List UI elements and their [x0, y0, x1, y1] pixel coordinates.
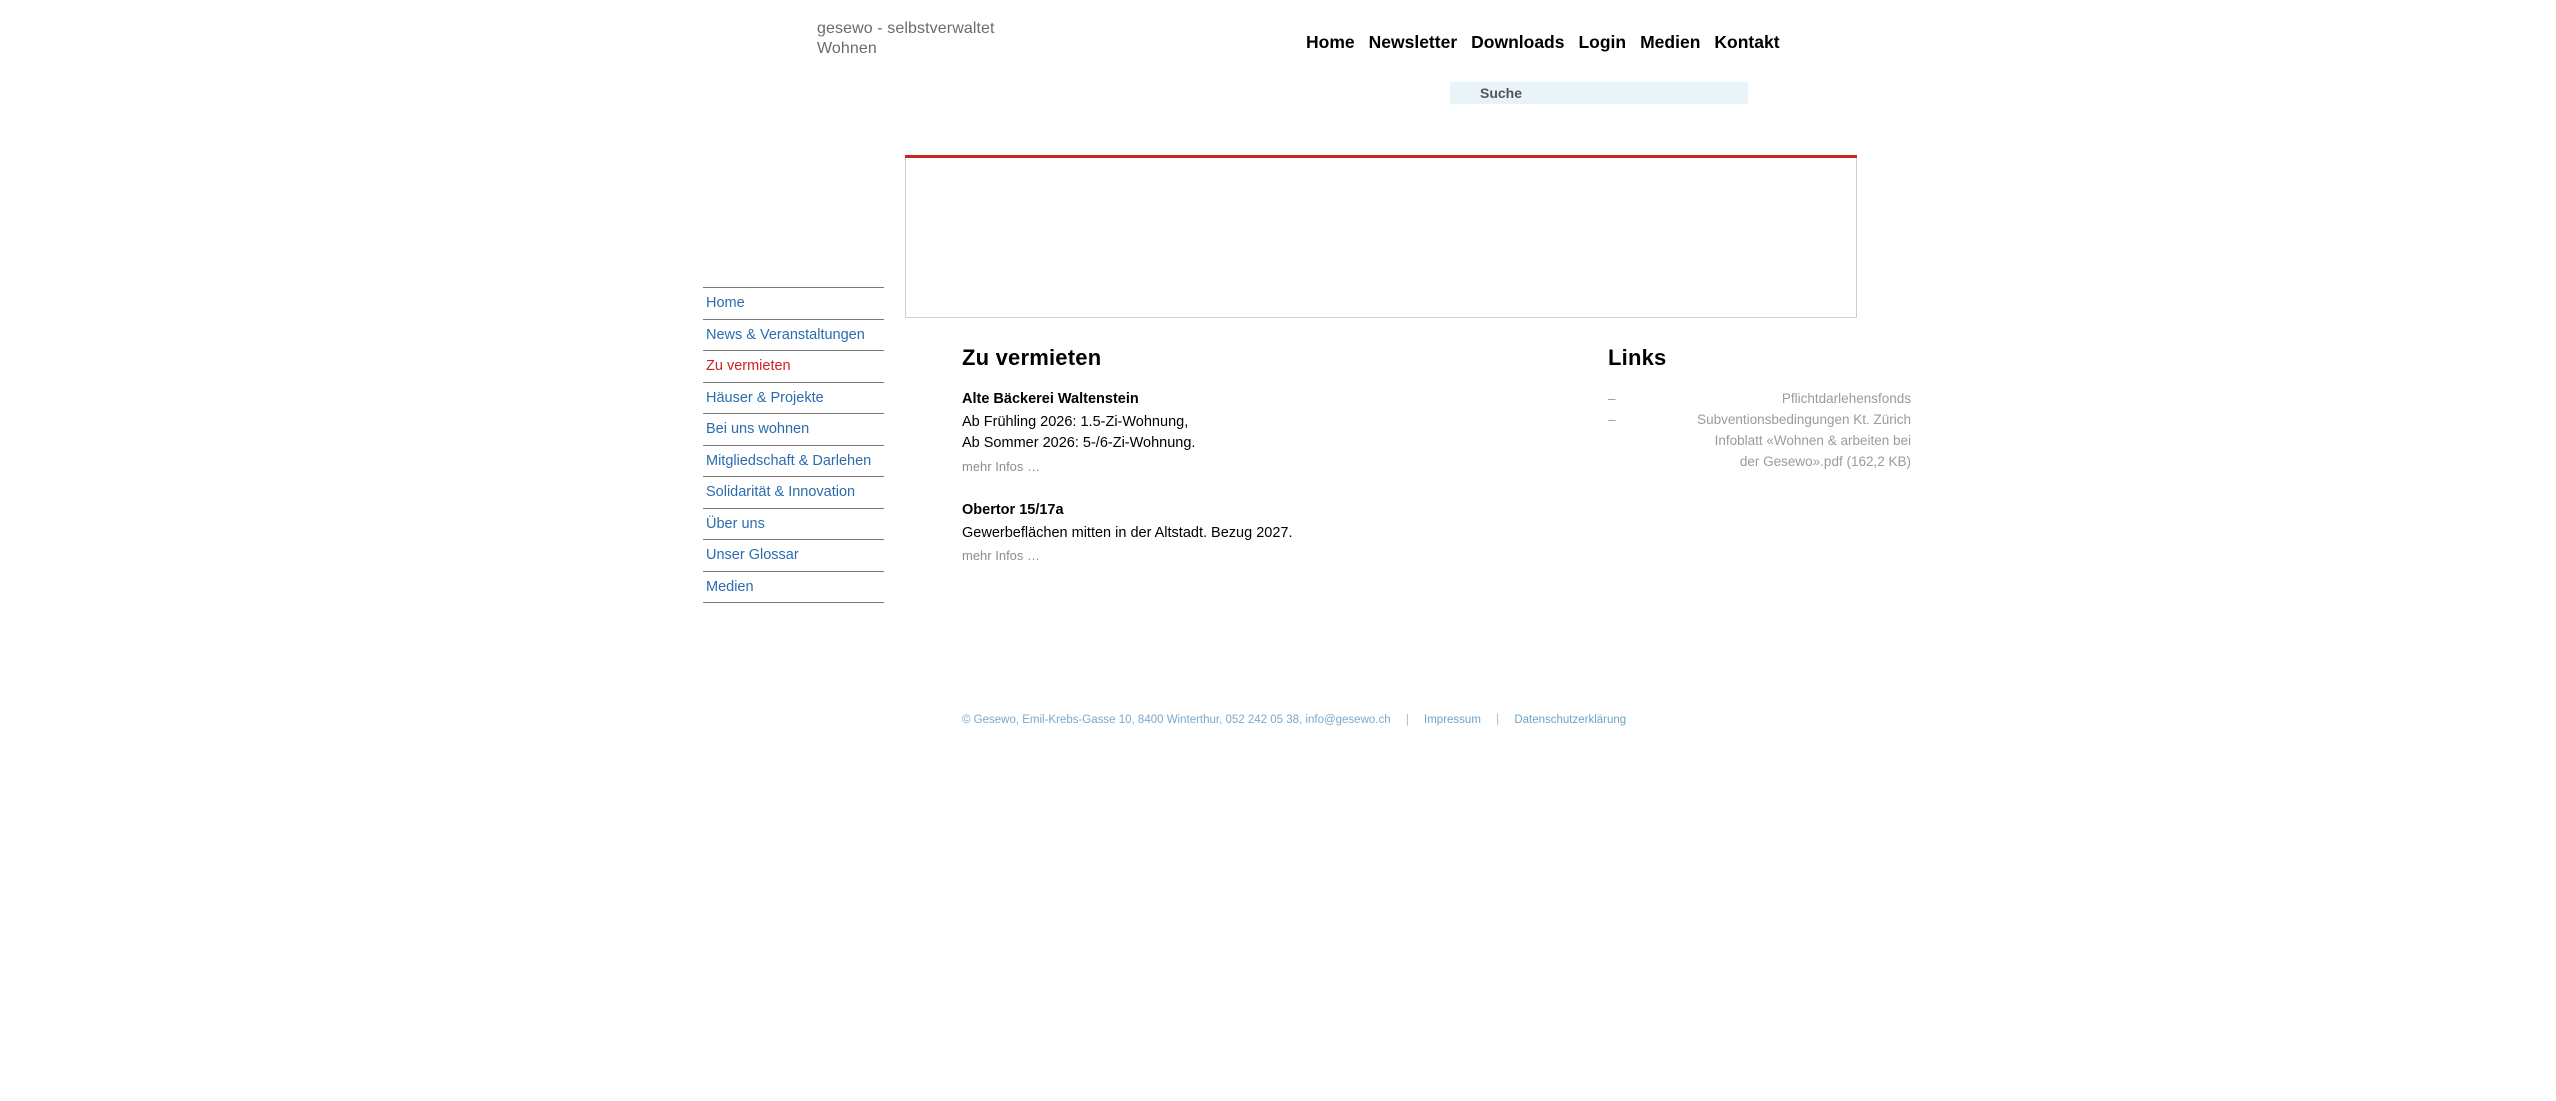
footer-separator: |: [1405, 714, 1409, 726]
footer-separator: |: [1496, 714, 1500, 726]
sidebar-item-unser-glossar[interactable]: Unser Glossar: [706, 547, 799, 563]
sidebar-item-zu-vermieten[interactable]: Zu vermieten: [706, 358, 791, 374]
listing-more-link[interactable]: mehr Infos …: [962, 458, 1041, 474]
listing-heading: Alte Bäckerei Waltenstein: [962, 391, 1139, 407]
link-infoblatt-line1[interactable]: Infoblatt «Wohnen & arbeiten bei: [1714, 432, 1911, 448]
hero-banner: [905, 158, 1857, 318]
sidebar-divider: [703, 602, 884, 603]
nav-item-home[interactable]: Home: [1306, 32, 1355, 52]
dash-spacer: [1608, 431, 1619, 452]
nav-item-kontakt[interactable]: Kontakt: [1714, 32, 1780, 52]
nav-item-medien[interactable]: Medien: [1640, 32, 1701, 52]
listing-more-link-wrap: [962, 547, 1962, 565]
nav-item-downloads[interactable]: Downloads: [1471, 32, 1565, 52]
dash-icon: –: [1608, 391, 1616, 406]
links-title: Links: [1608, 345, 1667, 370]
footer-link-datenschutz[interactable]: Datenschutzerklärung: [1514, 714, 1627, 726]
footer-link-impressum[interactable]: Impressum: [1424, 714, 1481, 726]
sidebar-item-home[interactable]: Home: [706, 295, 745, 311]
nav-item-login[interactable]: Login: [1578, 32, 1627, 52]
sidebar-item-bei-uns-wohnen[interactable]: Bei uns wohnen: [706, 421, 810, 437]
link-subventionsbedingungen[interactable]: Subventionsbedingungen Kt. Zürich: [1697, 411, 1911, 427]
sidebar-item-medien[interactable]: Medien: [706, 578, 754, 595]
links-column: [1608, 345, 1928, 473]
links-list: [1608, 389, 1928, 473]
links-list-item: [1608, 452, 1928, 473]
sidebar-item-haeuser-projekte[interactable]: Häuser & Projekte: [706, 389, 824, 406]
dash-icon: –: [1608, 411, 1616, 427]
footer: [962, 714, 1626, 726]
page-title: Zu vermieten: [962, 345, 1102, 370]
links-list-item: [1608, 389, 1928, 410]
listing-line: Gewerbeflächen mitten in der Altstadt. Bezug 2027.: [962, 524, 1293, 541]
listing-line: Ab Sommer 2026: 5-/6-Zi-Wohnung.: [962, 435, 1196, 452]
listing-heading: Obertor 15/17a: [962, 502, 1064, 519]
nav-item-newsletter[interactable]: Newsletter: [1368, 32, 1458, 52]
search-input[interactable]: [1450, 82, 1748, 104]
link-pflichtdarlehensfonds[interactable]: Pflichtdarlehensfonds: [1781, 391, 1911, 406]
listing-item: [962, 500, 1962, 566]
sidebar-item-news-veranstaltungen[interactable]: News & Veranstaltungen: [706, 326, 865, 343]
dash-spacer: [1608, 452, 1619, 473]
search-box[interactable]: [1450, 82, 1748, 104]
main-navigation: [1306, 32, 1780, 53]
sidebar-item-mitgliedschaft-darlehen[interactable]: Mitgliedschaft & Darlehen: [706, 452, 872, 469]
sidebar-item-solidaritaet-innovation[interactable]: Solidarität & Innovation: [706, 484, 856, 500]
site-brand: gesewo - selbstverwaltet Wohnen: [817, 20, 995, 58]
sidebar-navigation: [703, 287, 884, 603]
listing-more-link[interactable]: mehr Infos …: [962, 548, 1041, 564]
links-list-item: [1608, 431, 1928, 452]
sidebar-item-ueber-uns[interactable]: Über uns: [706, 515, 765, 532]
footer-copyright: © Gesewo, Emil-Krebs-Gasse 10, 8400 Winterthur, 052 242 05 38, info@gesewo.ch: [962, 714, 1391, 726]
link-infoblatt-line2[interactable]: der Gesewo».pdf (162,2 KB): [1739, 453, 1911, 469]
links-list-item: [1608, 410, 1928, 431]
listing-line: Ab Frühling 2026: 1.5-Zi-Wohnung,: [962, 413, 1189, 430]
